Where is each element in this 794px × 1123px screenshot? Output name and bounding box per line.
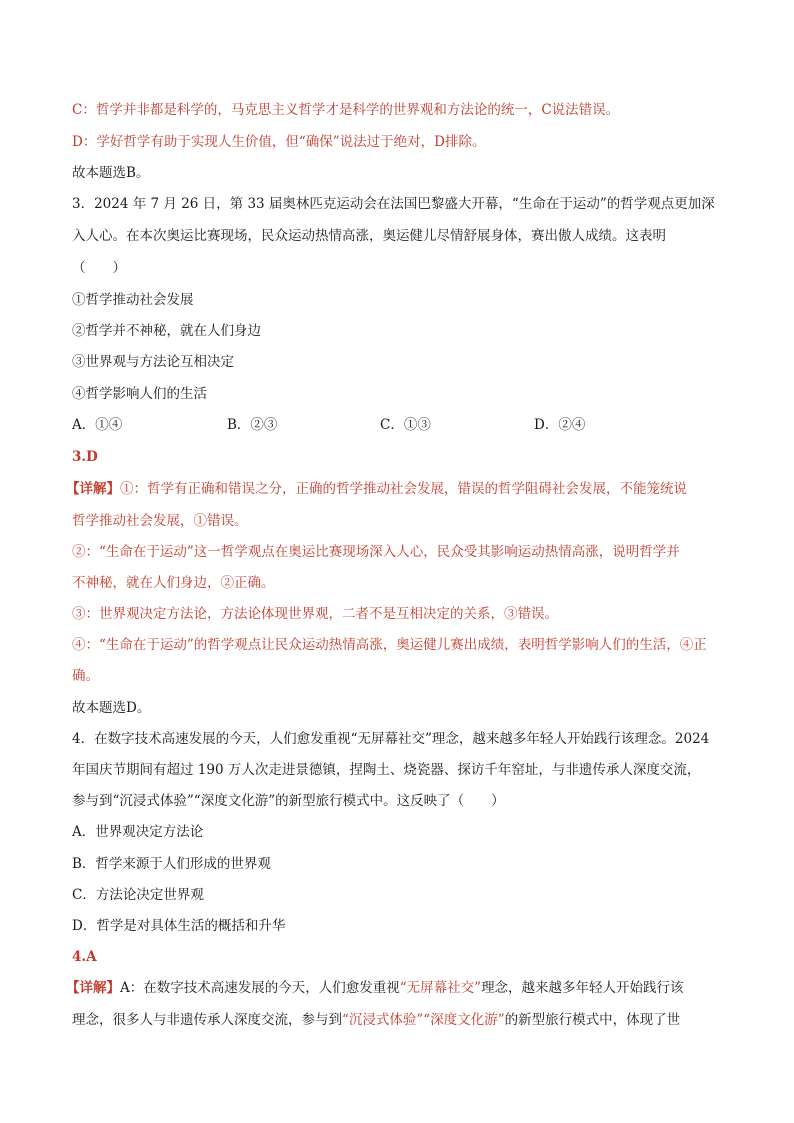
q4-option-c: C．方法论决定世界观 [72,887,204,903]
q3-option-b: B．②③ [227,417,278,433]
q3-option-c: C．①③ [380,417,431,433]
q3-answer: 3.D [72,449,98,465]
q4-option-a: A．世界观决定方法论 [72,824,204,840]
prev-explanation-d: D：学好哲学有助于实现人生价值，但“确保”说法过于绝对，D排除。 [72,134,486,150]
q3-item-3: ③世界观与方法论互相决定 [72,354,234,370]
q4-stem-line1: 4．在数字技术高速发展的今天，人们愈发重视“无屏幕社交”理念，越来越多年轻人开始践行该理念。2024 [72,731,710,747]
q3-detail-1b: 哲学推动社会发展，①错误。 [72,513,248,529]
q4-highlight-no-screen: “无屏幕社交” [399,980,482,996]
q3-stem-line2: 入人心。在本次奥运比赛现场，民众运动热情高涨，奥运健儿尽情舒展身体，赛出傲人成绩。这表明 [72,228,666,244]
q3-detail-1a: 【详解】①：哲学有正确和错误之分，正确的哲学推动社会发展，错误的哲学阻碍社会发展，不能笼统说 [66,481,687,497]
prev-conclusion: 故本题选B。 [72,165,150,181]
q3-item-4: ④哲学影响人们的生活 [72,386,207,402]
q3-item-1: ①哲学推动社会发展 [72,292,194,308]
q3-detail-tag: 【详解】 [66,481,120,497]
q4-option-b: B．哲学来源于人们形成的世界观 [72,856,271,872]
q4-stem-line2: 年国庆节期间有超过 190 万人次走进景德镇，捏陶土、烧瓷器、探访千年窑址，与非遗传承人深度交流， [72,762,701,778]
q3-option-a: A．①④ [72,417,123,433]
q4-answer: 4.A [72,949,97,965]
q3-option-d: D．②④ [534,417,586,433]
q3-item-2: ②哲学并不神秘，就在人们身边 [72,323,261,339]
q3-detail-2b: 不神秘，就在人们身边，②正确。 [72,575,275,591]
q4-detail-1b: 理念，很多人与非遗传承人深度交流，参与到“沉浸式体验”“深度文化游”的新型旅行模式中，体现了世 [72,1012,681,1028]
q3-conclusion: 故本题选D。 [72,700,151,716]
q4-detail-1a: 【详解】A：在数字技术高速发展的今天，人们愈发重视“无屏幕社交”理念，越来越多年轻人开始践行该 [66,980,684,996]
q3-blank: （ ） [72,260,126,276]
q3-detail-4b: 确。 [72,668,99,684]
q4-detail-tag: 【详解】 [66,980,120,996]
q3-stem-line1: 3．2024 年 7 月 26 日，第 33 届奥林匹克运动会在法国巴黎盛大开幕，“生命在于运动”的哲学观点更加深 [72,196,715,212]
q4-highlight-immersive: “沉浸式体验”“深度文化游” [342,1012,505,1028]
prev-explanation-c: C：哲学并非都是科学的，马克思主义哲学才是科学的世界观和方法论的统一，C说法错误。 [72,102,620,118]
q3-detail-4a: ④：“生命在于运动”的哲学观点让民众运动热情高涨，奥运健儿赛出成绩，表明哲学影响人们的生活，④正 [72,637,707,653]
q3-detail-2a: ②：“生命在于运动”这一哲学观点在奥运比赛现场深入人心，民众受其影响运动热情高涨，说明哲学并 [72,544,680,560]
q4-stem-line3: 参与到“沉浸式体验”“深度文化游”的新型旅行模式中。这反映了（ ） [72,793,505,809]
q3-detail-3: ③：世界观决定方法论，方法论体现世界观，二者不是互相决定的关系，③错误。 [72,606,558,622]
q4-option-d: D．哲学是对具体生活的概括和升华 [72,918,286,934]
